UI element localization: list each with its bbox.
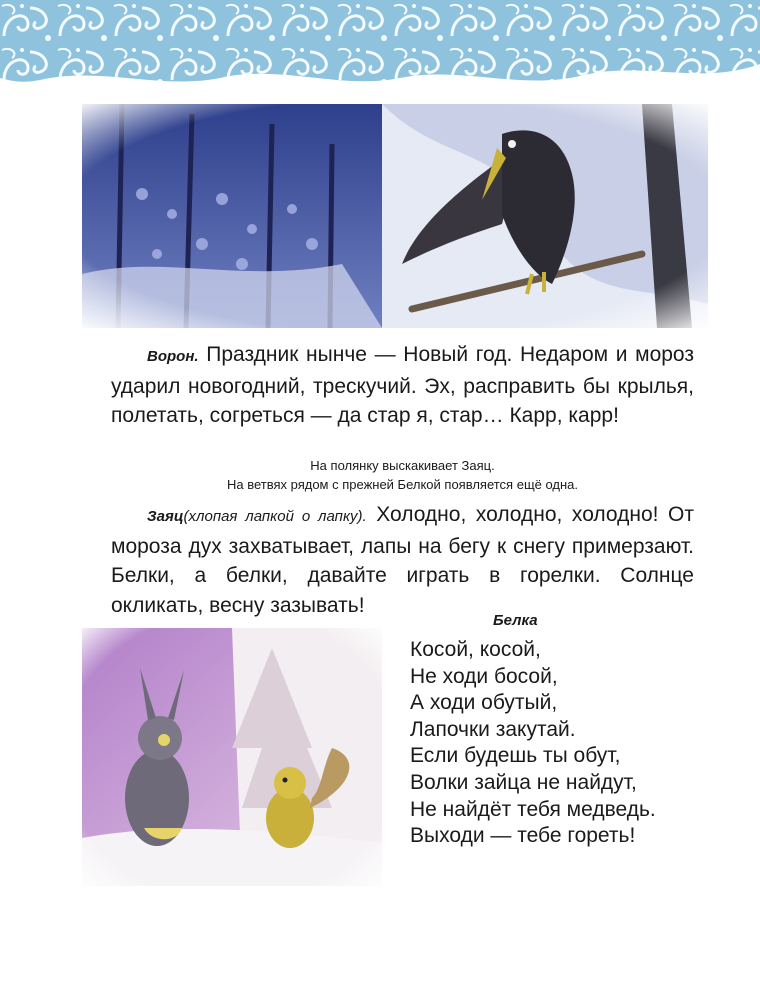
poem-line: Косой, косой, — [410, 638, 541, 661]
raven-illustration — [82, 104, 708, 328]
poem-line: А ходи обутый, — [410, 691, 558, 715]
speaker-name: Ворон. — [147, 348, 199, 365]
poem-line: Не ходи босой, — [410, 664, 558, 688]
poem-line: Не найдёт тебя медведь. — [410, 797, 656, 821]
stage-directions — [111, 456, 694, 494]
poem-line: Если будешь ты обут, — [410, 744, 621, 768]
squirrel-poem — [410, 637, 656, 850]
speaker-name: Заяц — [147, 508, 184, 525]
hare-squirrel-illustration — [82, 628, 382, 886]
poem-line: Выходи — тебе гореть! — [410, 824, 636, 848]
frost-ornament-border — [0, 0, 760, 88]
raven-speech — [111, 340, 694, 431]
stage-direction-line: На полянку выскакивает Заяц. — [310, 458, 495, 473]
song-speaker: Белка — [493, 612, 538, 629]
hare-speech — [111, 500, 694, 620]
speech-text: Праздник нынче — Новый год. Недаром и мороз ударил новогодний, трескучий. Эх, расправить бы крылья, полетать, согреться — да стар я, стар… Карр, карр! — [111, 343, 694, 427]
speech-text: Холодно, холодно, холодно! От мороза дух захватывает, лапы на бегу к снегу примерзают. Белки, а белки, давайте играть в горелки. Солнце окликать, весну зазывать! — [111, 503, 694, 617]
poem-line: Лапочки закутай. — [410, 717, 576, 741]
stage-direction-line: На ветвях рядом с прежней Белкой появляется ещё одна. — [226, 477, 579, 492]
poem-line: Волки зайца не найдут, — [410, 770, 637, 794]
speaker-remark: (хлопая лапкой о лапку). — [183, 508, 367, 525]
